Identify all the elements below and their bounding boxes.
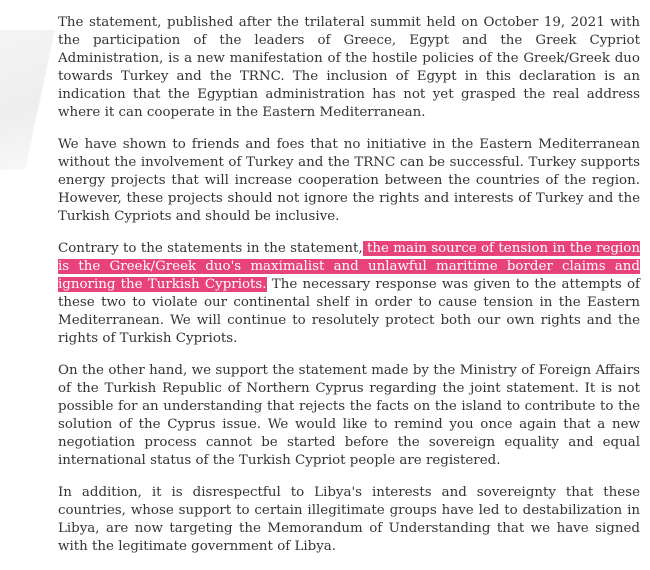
paragraph-4: On the other hand, we support the statement made by the Ministry of Foreign Affairs of the Turkish Republic of Northern Cyprus regarding the joint statement. It is not possible for an understanding that rejects the facts on the island to contribute to the solution of the Cyprus issue. We would like to remind you once again that a new negotiation process cannot be started before the sovereign equality and equal international status of the Turkish Cypriot people are registered. (58, 363, 640, 468)
paragraph-5: In addition, it is disrespectful to Libya's interests and sovereignty that these countries, whose support to certain illegitimate groups have led to destabilization in Libya, are now targeting the Memorandum of Understanding that we have signed with the legitimate government of Libya. (58, 485, 640, 554)
paragraph-2: We have shown to friends and foes that no initiative in the Eastern Mediterranean without the involvement of Turkey and the TRNC can be successful. Turkey supports energy projects that will increase cooperation between the countries of the region. However, these projects should not ignore the rights and interests of Turkey and the Turkish Cypriots and should be inclusive. (58, 137, 640, 224)
paragraph-3 (58, 240, 640, 348)
paragraph-3-rest: The necessary response was given to the attempts of these two to violate our continental shelf in order to cause tension in the Eastern Mediterranean. We will continue to resolutely protect both our own rights and the rights of Turkish Cypriots. (58, 277, 640, 346)
article-body (58, 14, 640, 570)
highlighted-text: the main source of tension in the region is the Greek/Greek duo's maximalist and unlawful maritime border claims and ignoring the Turkish Cypriots. (58, 241, 640, 292)
paragraph-3-intro: Contrary to the statements in the statement, (58, 241, 363, 256)
paragraph-1: The statement, published after the trilateral summit held on October 19, 2021 with the participation of the leaders of Greece, Egypt and the Greek Cypriot Administration, is a new manifestation of the hostile policies of the Greek/Greek duo towards Turkey and the TRNC. The inclusion of Egypt in this declaration is an indication that the Egyptian administration has not yet grasped the real address where it can cooperate in the Eastern Mediterranean. (58, 15, 640, 120)
watermark-logo (0, 30, 55, 170)
